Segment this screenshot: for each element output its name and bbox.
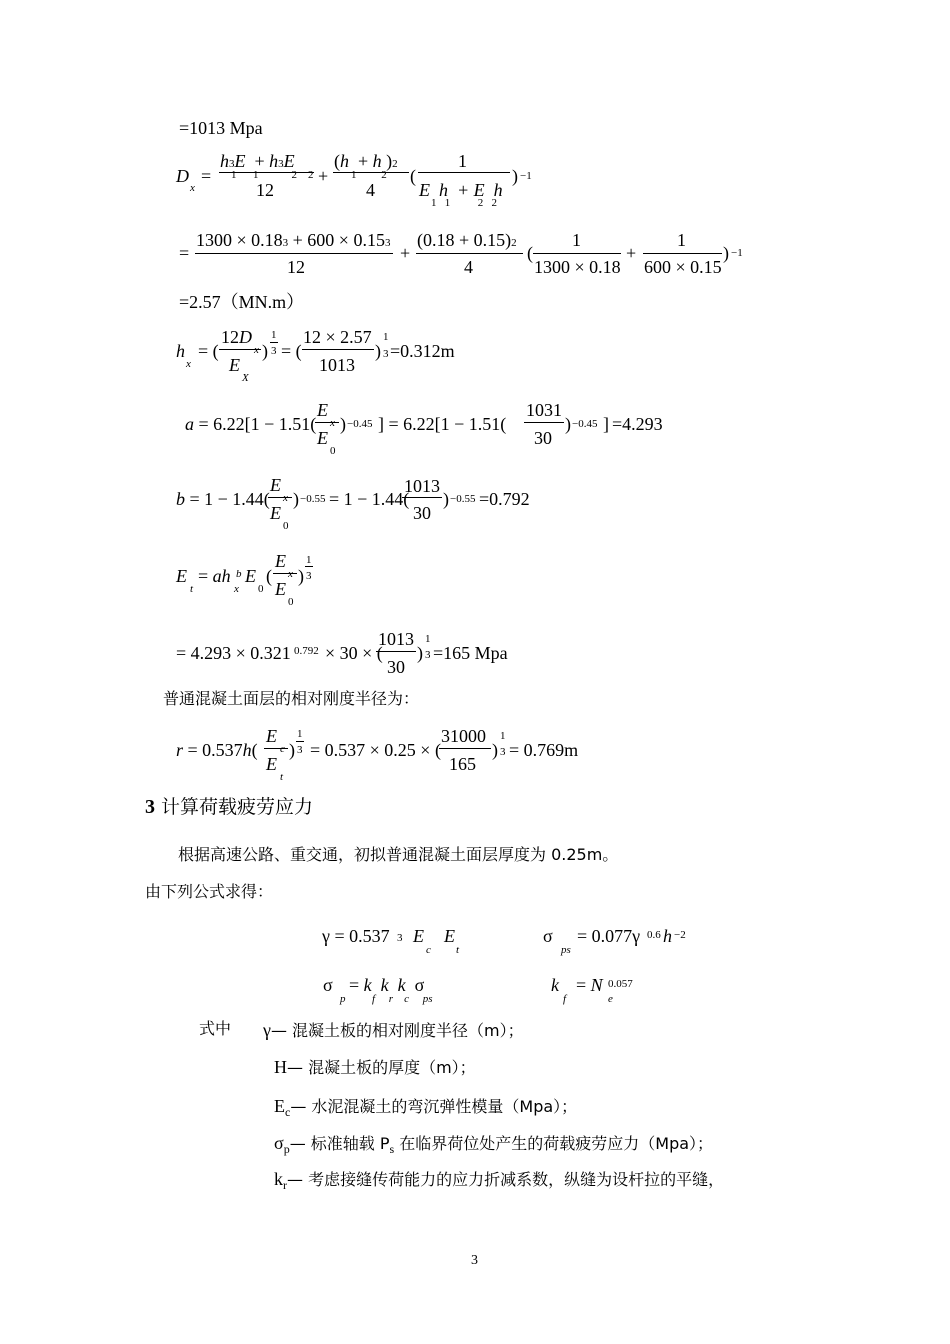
paragraph-2: 由下列公式求得：	[145, 882, 274, 901]
dx-result-line: =2.57（MN.m）	[179, 292, 305, 312]
definition-gamma: γ— 混凝土板的相对刚度半径（m）；	[263, 1020, 524, 1040]
r-result: = 0.769m	[509, 740, 579, 760]
a-result: =4.293	[612, 414, 663, 434]
section-title: 计算荷载疲劳应力	[161, 796, 314, 818]
ex-value-line: =1013 Mpa	[179, 118, 263, 138]
radius-intro: 普通混凝土面层的相对刚度半径为：	[163, 689, 420, 708]
definition-sigma-p: $\sigma_p—$ 标准轴载 $P_s$ 在临界荷位处产生的荷载疲劳应力（Mpa）；	[274, 1133, 714, 1157]
page-number: 3	[471, 1253, 478, 1268]
et-result: =165 Mpa	[433, 643, 508, 663]
section-heading	[145, 797, 313, 817]
definition-kr: $k_r—$ 考虑接缝传荷能力的应力折减系数，纵缝为设杆拉的平缝，	[274, 1169, 725, 1193]
definitions-lead: 式中	[199, 1019, 232, 1038]
b-result: =0.792	[479, 489, 530, 509]
definition-ec: $E_c—$ 水泥混凝土的弯沉弹性模量（Mpa）；	[274, 1096, 578, 1120]
hx-result: =0.312m	[390, 341, 455, 361]
section-number: 3	[145, 796, 155, 818]
paragraph-1: 根据高速公路、重交通，初拟普通混凝土面层厚度为 0.25m。	[178, 845, 619, 864]
definition-h: H— 混凝土板的厚度（m）；	[274, 1057, 476, 1077]
